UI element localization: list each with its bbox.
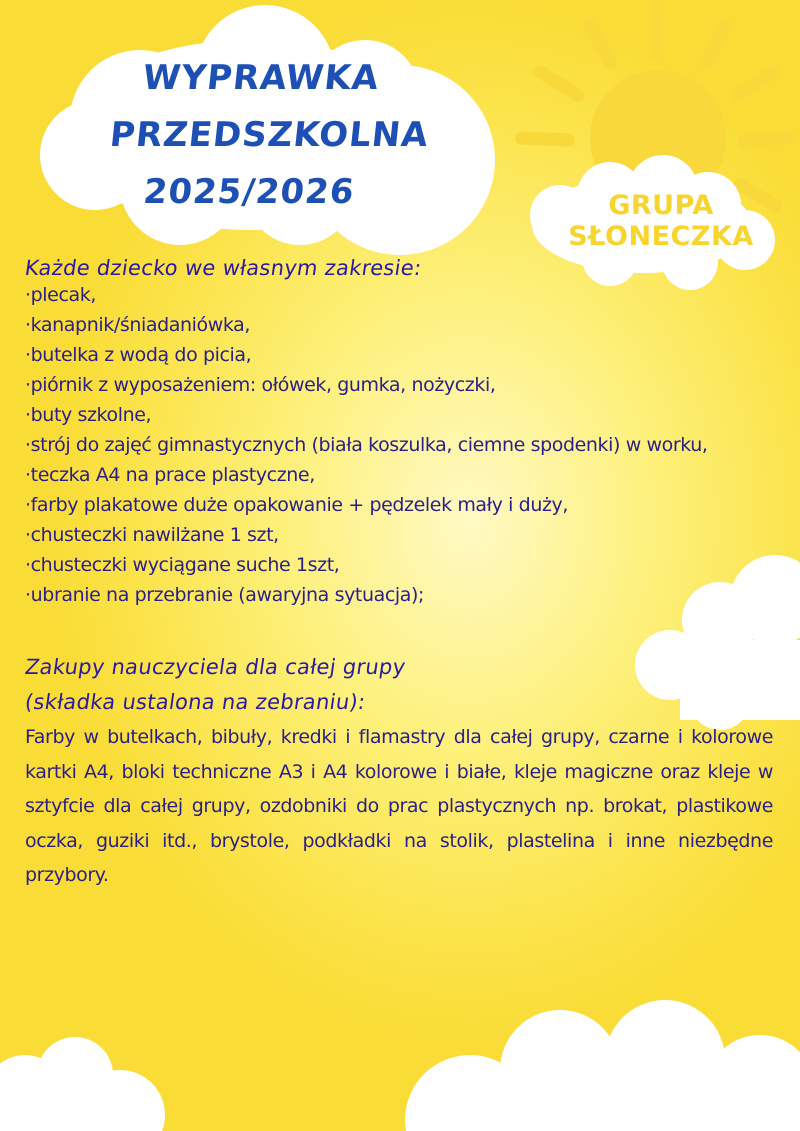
teacher-section	[25, 650, 773, 893]
list-item: ·buty szkolne,	[25, 404, 152, 426]
list-item: ·strój do zajęć gimnastycznych (biała koszulka, ciemne spodenki) w worku,	[25, 434, 708, 456]
group-label	[566, 190, 756, 252]
group-label-line: GRUPA	[608, 190, 714, 221]
list-item: ·farby plakatowe duże opakowanie + pędzelek mały i duży,	[25, 494, 569, 516]
list-item: ·chusteczki wyciągane suche 1szt,	[25, 554, 340, 576]
title-line: PRZEDSZKOLNA	[107, 115, 431, 155]
content-area	[25, 256, 773, 893]
title-line: WYPRAWKA	[140, 58, 382, 98]
bottom-left-cloud	[0, 1037, 165, 1131]
list-item: ·butelka z wodą do picia,	[25, 344, 252, 366]
child-section-heading: Każde dziecko we własnym zakresie:	[23, 256, 424, 280]
list-item: ·piórnik z wyposażeniem: ołówek, gumka, nożyczki,	[25, 374, 496, 396]
teacher-section-subheading: (składka ustalona na zebraniu):	[23, 690, 368, 714]
child-items-list	[25, 280, 773, 610]
list-item: ·teczka A4 na prace plastyczne,	[25, 464, 315, 486]
list-item: ·plecak,	[25, 284, 97, 306]
teacher-section-heading: Zakupy nauczyciela dla całej grupy	[23, 655, 408, 679]
list-item: ·kanapnik/śniadaniówka,	[25, 314, 251, 336]
page-title	[101, 50, 431, 221]
title-line: 2025/2026	[141, 172, 357, 212]
list-item: ·chusteczki nawilżane 1 szt,	[25, 524, 279, 546]
list-item: ·ubranie na przebranie (awaryjna sytuacja);	[25, 584, 425, 606]
teacher-supplies-paragraph: Farby w butelkach, bibuły, kredki i flamastry dla całej grupy, czarne i kolorowe kartki A4, bloki techniczne A3 i A4 kolorowe i białe, kleje magiczne oraz kleje w sztyfcie dla całej grupy, ozdobniki do prac plastycznych np. brokat, plastikowe oczka, guziki itd., brystole, podkładki na stolik, plastelina i inne niezbędne przybory.	[25, 726, 773, 886]
bottom-right-cloud	[405, 1000, 800, 1131]
group-label-line: SŁONECZKA	[568, 221, 754, 252]
